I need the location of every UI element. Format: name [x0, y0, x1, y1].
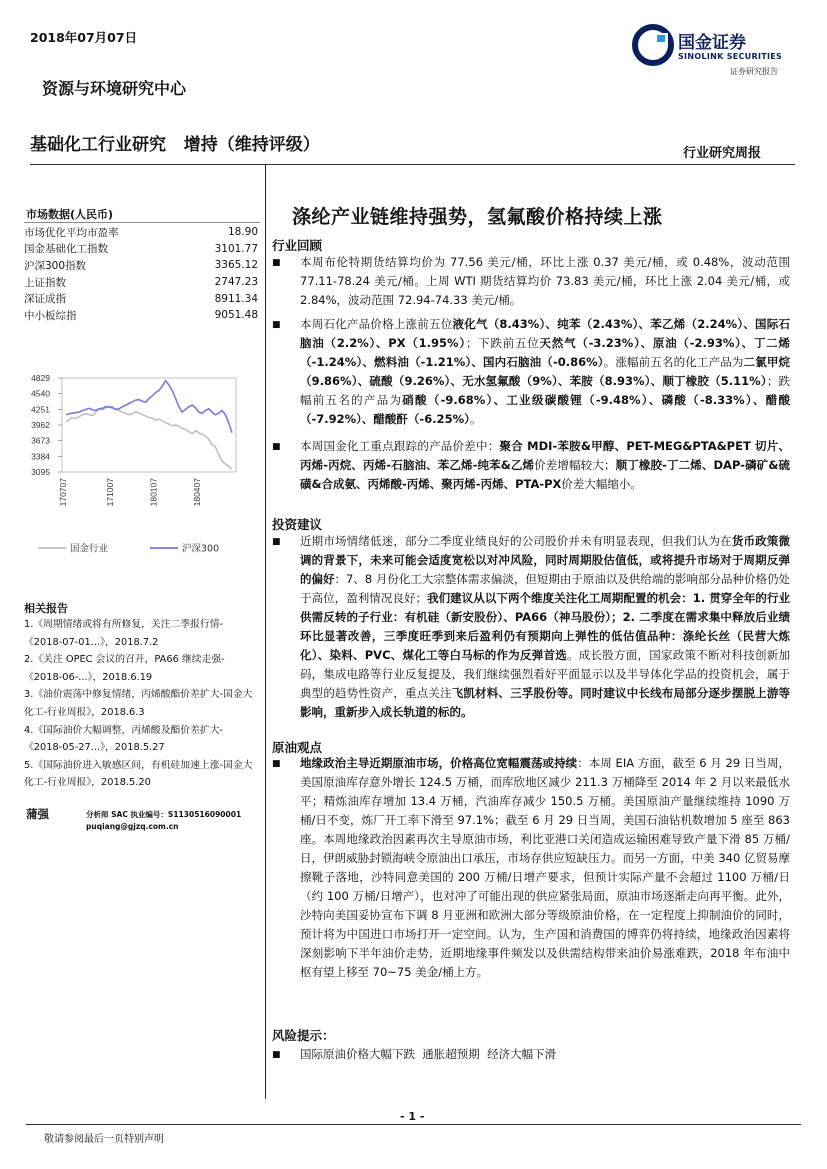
report-type: 行业研究周报: [683, 146, 762, 161]
market-label: 沪深300指数: [24, 259, 87, 272]
market-value: 18.90: [227, 226, 258, 239]
text-run-bold: 聚合 MDI-苯胺&甲醇、PET-MEG&PTA&PET 切片、丙烯-丙烷、丙烯-石脑油、苯乙烯-纯苯&乙烯: [300, 439, 790, 472]
page-number: - 1 -: [400, 1110, 425, 1123]
market-value: 3365.12: [214, 259, 258, 272]
text-run-bold: 地缘政治主导近期原油市场，价格高位宽幅震荡或持续: [300, 756, 578, 770]
bullet-icon: ■: [272, 258, 281, 268]
footer-disclaimer: 敬请参阅最后一页特别声明: [44, 1134, 164, 1145]
risk-paragraph: 国际原油价格大幅下跌 通胀超预期 经济大幅下滑: [300, 1047, 557, 1061]
text-run-bold: 液化气（8.43%）、纯苯（2.43%）、苯乙烯（2.24%）、国际石脑油（2.2%）、PX（1.95%）: [300, 317, 791, 350]
advice-paragraph: [300, 532, 790, 722]
text-run-bold: 二氯甲烷（9.86%）、硫酸（9.26%）、无水氢氟酸（9%）、苯胺（8.93%）、顺丁橡胶（5.11%）: [300, 355, 791, 388]
bullet-icon: ■: [272, 320, 281, 330]
text-run: ：本周 EIA 方面，截至 6 月 29 日当周，美国原油库存意外增长 124.5 万桶，而库欣地区减少 211.3 万桶降至 2014 年 2 月以来最低水平；精炼油库存增加 13.4 万桶，汽油库存减少 150.5 万桶。美国原油产量继续维持 1090 万桶/日不变，炼厂开工率下滑至 97.1%；截至 6 月 29 日当周，美国石油钻机数增加 5 座至 863 座。本周地缘政治因素再次主导原油市场，利比亚港口关闭造成运输困难导致产量下滑 85 万桶/日，伊朗威胁封锁海峡令原油出口承压，市场存供应短缺压力。而另一方面，中美 340 亿贸易摩擦靴子落地，沙特同意美国的 200 万桶/日增产要求，但预计实际产量不会超过 1100 万桶/日（约 100 万桶/日增产），也对冲了可能出现的供应紧张局面，原油市场逐渐走向再平衡。此外，沙特向美国妥协宣布下调 8 月亚洲和欧洲大部分等级原油价格，在一定程度上抑制油价的同时，预计将为中国进口市场打开一定空间。认为，生产国和消费国的博弈仍将持续，地缘政治因素将深刻影响下半年油价走势，近期地缘事件频发以及供需结构带来油价易涨难跌，2018 年布油中枢有望上移至 70~75 美金/桶上方。: [300, 756, 791, 979]
market-label: 深证成指: [24, 293, 66, 306]
bullet-icon: ■: [272, 759, 281, 769]
bullet-icon: ■: [272, 1050, 281, 1060]
bullet-icon: ■: [272, 442, 281, 452]
section-investment-advice: 投资建议: [272, 517, 323, 532]
plot-frame: [62, 378, 236, 472]
list-item[interactable]: 3.《油价震荡中修复情绪，丙烯酸酯价差扩大-国金大化工-行业周报》，2018.6.3: [24, 689, 253, 718]
text-run: 价差增幅较大；: [534, 458, 616, 472]
index-comparison-chart: [24, 368, 260, 568]
y-tick-label: 4540: [31, 388, 50, 399]
list-item[interactable]: 2.《关注 OPEC 会议的召开，PA66 继续走强-《2018-06-...》，2018.6.19: [24, 654, 225, 683]
series-line-industry: [66, 406, 232, 469]
logo-tagline: 证券研究报告: [730, 67, 778, 76]
footer-divider: [26, 1124, 801, 1125]
analyst-name: 蒲强: [26, 807, 49, 821]
market-label: 国金基础化工指数: [24, 243, 108, 256]
legend-label: 沪深300: [182, 543, 220, 555]
market-data-rule: [24, 222, 260, 223]
market-value: 3101.77: [214, 242, 258, 255]
review-paragraph-1: 本周布伦特期货结算均价为 77.56 美元/桶，环比上涨 0.37 美元/桶，或 0.48%，波动范围 77.11-78.24 美元/桶。上周 WTI 期货结算均价 73.83 美元/桶，环比上涨 2.04 美元/桶，或 2.84%，波动范围 72.94-74.33 美元/桶。: [300, 255, 790, 307]
market-label: 中小板综指: [24, 309, 77, 322]
text-run: ；下跌前五位: [465, 336, 540, 350]
section-industry-review: 行业回顾: [272, 238, 323, 253]
market-data-table: [24, 224, 258, 324]
text-run: 本周石化产品价格上涨前五位: [300, 317, 453, 331]
x-tick-label: 170707: [58, 478, 68, 507]
market-value: 9051.48: [214, 309, 258, 322]
list-item[interactable]: 4.《国际油价大幅调整，丙烯酸及酯价差扩大-《2018-05-27...》，2018.5.27: [24, 724, 224, 754]
text-run-bold: 顺丁橡胶-丁二烯、DAP-磷矿&硫磺&合成氨、丙烯酸-丙烯、聚丙烯-丙烯、PTA-PX: [300, 458, 790, 491]
table-row: [24, 224, 258, 241]
table-row: [24, 257, 258, 274]
text-run: 。成长股方面，国家政策不断对科技创新加码，集成电路等行业反复提及，我们继续强烈看好平面显示以及半导体化学品的投资机会，属于典型的趋势性资产，重点关注: [300, 648, 790, 700]
y-tick-label: 3095: [31, 467, 50, 477]
logo-mark-icon: [632, 24, 674, 66]
table-row: [24, 290, 258, 307]
header-divider: [30, 164, 795, 165]
review-paragraph-2: [300, 315, 790, 429]
market-data-title: 市场数据(人民币): [26, 208, 114, 221]
y-tick-label: 3962: [31, 420, 50, 430]
text-run: 本周国金化工重点跟踪的产品价差中：: [300, 439, 500, 453]
text-run: 。: [469, 412, 482, 426]
text-run: ：7、8 月份化工大宗整体需求偏淡，但短期由于原油以及供给端的影响部分品种价格仍处于高位，盈利情况良好；: [300, 572, 790, 605]
x-tick-label: 180407: [191, 478, 202, 507]
logo-chinese: 国金证券: [678, 33, 746, 53]
section-oil-view: 原油观点: [272, 740, 323, 755]
analyst-info: [86, 809, 241, 833]
market-value: 8911.34: [214, 292, 258, 305]
research-center: 资源与环境研究中心: [42, 79, 187, 98]
text-run: 。涨幅前五名的化工产品为: [603, 355, 744, 369]
text-run: ；跌幅前五名的产品为: [300, 374, 790, 407]
market-label: 上证指数: [24, 276, 66, 289]
text-run: 近期市场情绪低迷，部分二季度业绩良好的公司股价并未有明显表现，但我们认为在: [300, 534, 732, 548]
industry-rating-headline: 基础化工行业研究 增持（维持评级）: [30, 135, 320, 155]
y-tick-label: 3384: [31, 451, 50, 462]
market-value: 2747.23: [214, 276, 258, 289]
x-tick-label: 171007: [104, 478, 115, 507]
table-row: [24, 307, 258, 324]
market-label: 市场优化平均市盈率: [24, 226, 119, 239]
y-tick-label: 4251: [31, 404, 50, 415]
report-date: 2018年07月07日: [30, 30, 138, 45]
report-title: 涤纶产业链维持强势，氢氟酸价格持续上涨: [292, 206, 663, 228]
related-reports-list: [24, 616, 260, 792]
oil-paragraph: [300, 754, 790, 982]
text-run-bold: 硝酸（-9.68%）、工业级碳酸锂（-9.48%）、磷酸（-8.33%）、醋酸（-7.92%）、醋酸酐（-6.25%）: [300, 393, 791, 426]
text-run-bold: 天然气（-3.23%）、原油（-2.93%）、丁二烯（-1.24%）、燃料油（-1.21%）、国内石脑油（-0.86%）: [300, 336, 791, 369]
section-risk: 风险提示：: [272, 1028, 335, 1043]
list-item[interactable]: 5.《国际油价进入敏感区间，有机硅加速上涨-国金大化工-行业周报》，2018.5.20: [24, 759, 253, 789]
analyst-license: 分析师 SAC 执业编号：S1130516090001: [86, 810, 242, 819]
text-run-bold: 货币政策微调的背景下，未来可能会适度宽松以对冲风险，同时周期股估值低，或将提升市场对于周期反弹的偏好: [300, 534, 790, 586]
y-tick-label: 4829: [31, 373, 50, 383]
column-divider: [265, 164, 266, 1099]
x-tick-label: 180107: [148, 478, 159, 507]
series-line-hs300: [66, 381, 232, 433]
related-reports-title: 相关报告: [24, 602, 68, 615]
y-tick-label: 3673: [31, 435, 50, 446]
analyst-email[interactable]: puqiang@gjzq.com.cn: [86, 822, 179, 831]
text-run: 价差大幅缩小。: [561, 477, 642, 491]
legend-label: 国金行业: [70, 543, 109, 555]
table-row: [24, 241, 258, 258]
table-row: [24, 274, 258, 291]
text-run-bold: 我们建议从以下两个维度关注化工周期配置的机会：1. 贯穿全年的行业供需反转的子行业：有机硅（新安股份）、PA66（神马股份）；2. 二季度在需求集中释放后业绩环比显著改善，三季度旺季到来后盈利仍有预期向上弹性的低估值品种：涤纶长丝（民营大炼化）、染料、PVC、煤化工等白马标的作为反弹首选: [300, 591, 791, 662]
logo-english: SINOLINK SECURITIES: [678, 52, 783, 61]
list-item[interactable]: 1.《周期情绪或将有所修复，关注二季报行情-《2018-07-01...》，2018.7.2: [24, 619, 224, 648]
text-run-bold: 飞凯材料、三孚股份等。同时建议中长线布局部分逐步摆脱上游等影响，重新步入成长轨道的标的。: [300, 686, 790, 719]
company-logo: [632, 24, 792, 82]
bullet-icon: ■: [272, 537, 281, 547]
review-paragraph-3: [300, 437, 790, 494]
